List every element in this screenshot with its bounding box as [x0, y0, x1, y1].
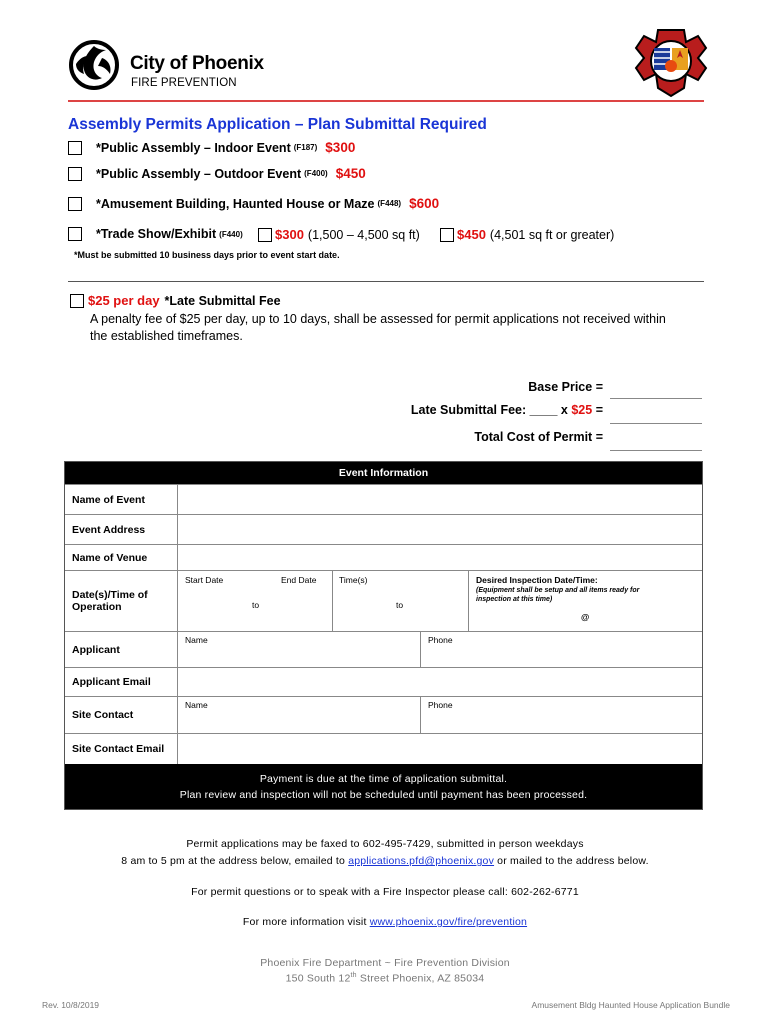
- name-of-venue-field[interactable]: [178, 545, 702, 570]
- address-sup: th: [350, 972, 357, 979]
- site-contact-label: Site Contact: [65, 697, 178, 733]
- applicant-name-label: Name: [185, 635, 208, 645]
- revision-date: Rev. 10/8/2019: [42, 1000, 100, 1010]
- section-divider: [68, 281, 704, 282]
- payment-notice-line1: Payment is due at the time of application submittal.: [259, 773, 508, 785]
- department-name: Phoenix Fire Department ~ Fire Prevention Division: [260, 957, 510, 969]
- total-cost-label: Total Cost of Permit =: [474, 430, 603, 444]
- option-indoor-event: [68, 140, 355, 155]
- submittal-notice: *Must be submitted 10 business days prior to event start date.: [74, 250, 340, 260]
- site-contact-name-label: Name: [185, 700, 208, 710]
- time-inspection-divider: [468, 571, 469, 631]
- submission-info-post: or mailed to the address below.: [494, 855, 649, 867]
- website-link[interactable]: www.phoenix.gov/fire/prevention: [369, 916, 528, 928]
- trade-show-large-price: $450: [457, 227, 486, 242]
- option-trade-show-large: [440, 227, 614, 242]
- page-title: Assembly Permits Application – Plan Submittal Required: [68, 116, 487, 133]
- option-label: *Trade Show/Exhibit: [96, 227, 217, 241]
- header-divider: [68, 100, 704, 102]
- equipment-note-line1: (Equipment shall be setup and all items ready for: [476, 587, 640, 594]
- base-price-label: Base Price =: [528, 380, 603, 394]
- applicant-divider: [420, 632, 421, 667]
- option-code: (F400): [304, 169, 328, 178]
- option-label: *Public Assembly – Indoor Event: [96, 140, 291, 155]
- dates-time-label: [65, 571, 178, 631]
- checkbox-late-fee[interactable]: [70, 294, 84, 308]
- address-post: Street Phoenix, AZ 85034: [356, 972, 485, 985]
- org-subtitle: FIRE PREVENTION: [131, 77, 237, 89]
- option-price: $450: [335, 166, 366, 181]
- checkbox-trade-show-large[interactable]: [440, 228, 454, 242]
- checkbox-indoor-event[interactable]: [68, 141, 82, 155]
- late-fee-label: *Late Submittal Fee: [164, 293, 281, 308]
- checkbox-amusement-building[interactable]: [68, 197, 82, 211]
- site-contact-phone-label: Phone: [428, 700, 453, 710]
- late-fee-desc-line1: A penalty fee of $25 per day, up to 10 days, shall be assessed for permit applications not received within: [90, 312, 666, 326]
- late-fee-calc-price: $25: [571, 403, 593, 417]
- late-fee-calc-prefix: Late Submittal Fee: ____ x: [410, 403, 572, 417]
- payment-notice-line2: Plan review and inspection will not be scheduled until payment has been processed.: [179, 789, 588, 801]
- late-fee-description: [90, 311, 690, 345]
- row-name-of-event: [65, 484, 702, 514]
- row-site-contact-email: [65, 733, 702, 764]
- option-code: (F440): [219, 229, 243, 239]
- option-label: *Public Assembly – Outdoor Event: [96, 166, 302, 181]
- phoenix-logo-icon: [66, 38, 122, 90]
- questions-info: For permit questions or to speak with a Fire Inspector please call: 602-262-6771: [191, 886, 579, 898]
- applicant-email-field[interactable]: [178, 668, 702, 696]
- base-price-field[interactable]: [610, 398, 702, 399]
- option-price: $600: [409, 196, 440, 211]
- address-pre: 150 South 12: [285, 972, 351, 985]
- checkbox-trade-show-small[interactable]: [258, 228, 272, 242]
- inspection-at-label: @: [581, 612, 590, 622]
- late-fee-calc-label: [411, 403, 603, 417]
- payment-notice: [65, 764, 702, 809]
- site-contact-field[interactable]: [178, 697, 702, 733]
- times-label: Time(s): [339, 575, 368, 585]
- row-site-contact: [65, 696, 702, 733]
- name-of-event-field[interactable]: [178, 485, 702, 514]
- bundle-name: Amusement Bldg Haunted House Application Bundle: [531, 1000, 730, 1010]
- event-table-header: Event Information: [65, 462, 702, 484]
- option-code: (F187): [293, 143, 318, 152]
- trade-show-small-detail: (1,500 – 4,500 sq ft): [307, 227, 420, 242]
- row-event-address: [65, 514, 702, 544]
- row-name-of-venue: [65, 544, 702, 570]
- option-price: $300: [325, 140, 356, 155]
- option-trade-show: [68, 227, 243, 241]
- checkbox-trade-show[interactable]: [68, 227, 82, 241]
- dates-time-label-line2: Operation: [72, 601, 122, 613]
- applicant-email-label: Applicant Email: [65, 668, 178, 696]
- date-time-divider: [332, 571, 333, 631]
- checkbox-outdoor-event[interactable]: [68, 167, 82, 181]
- late-fee-price: $25 per day: [88, 293, 160, 308]
- option-amusement-building: [68, 196, 439, 211]
- event-information-table: [64, 461, 703, 810]
- trade-show-large-detail: (4,501 sq ft or greater): [489, 227, 615, 242]
- name-of-venue-label: Name of Venue: [65, 545, 178, 570]
- submission-info-pre: 8 am to 5 pm at the address below, emailed to: [121, 855, 349, 867]
- option-trade-show-small: [258, 227, 420, 242]
- more-info-pre: For more information visit: [242, 916, 370, 928]
- email-link[interactable]: applications.pfd@phoenix.gov: [348, 855, 495, 867]
- site-contact-email-field[interactable]: [178, 734, 702, 764]
- event-address-label: Event Address: [65, 515, 178, 544]
- more-info-line: [0, 916, 770, 928]
- trade-show-small-price: $300: [275, 227, 304, 242]
- option-code: (F448): [377, 199, 402, 208]
- site-contact-divider: [420, 697, 421, 733]
- name-of-event-label: Name of Event: [65, 485, 178, 514]
- late-fee-calc-suffix: =: [592, 403, 603, 417]
- submission-info-line2: [0, 855, 770, 867]
- equipment-note-line2: inspection at this time): [476, 596, 553, 603]
- submission-info-line1: Permit applications may be faxed to 602-495-7429, submitted in person weekdays: [186, 838, 584, 850]
- fire-department-badge-icon: [634, 28, 708, 98]
- row-dates-time: [65, 570, 702, 631]
- time-to-label: to: [396, 600, 404, 610]
- date-to-label: to: [252, 600, 260, 610]
- late-fee-desc-line2: the established timeframes.: [90, 329, 243, 343]
- total-cost-field[interactable]: [610, 450, 702, 451]
- dates-time-field[interactable]: [178, 571, 702, 631]
- row-applicant: [65, 631, 702, 667]
- applicant-phone-label: Phone: [428, 635, 453, 645]
- row-applicant-email: [65, 667, 702, 696]
- dates-time-label-line1: Date(s)/Time of: [72, 589, 148, 601]
- site-contact-email-label: Site Contact Email: [65, 734, 178, 764]
- late-fee-total-field[interactable]: [610, 423, 702, 424]
- applicant-label: Applicant: [65, 632, 178, 667]
- event-address-field[interactable]: [178, 515, 702, 544]
- late-fee-option: [70, 293, 281, 308]
- option-label: *Amusement Building, Haunted House or Maze: [96, 196, 375, 211]
- start-date-label: Start Date: [185, 575, 224, 585]
- option-outdoor-event: [68, 166, 366, 181]
- end-date-label: End Date: [281, 575, 317, 585]
- department-address: [0, 972, 770, 985]
- desired-inspection-label: Desired Inspection Date/Time:: [476, 575, 598, 585]
- applicant-field[interactable]: [178, 632, 702, 667]
- org-name: City of Phoenix: [130, 53, 264, 74]
